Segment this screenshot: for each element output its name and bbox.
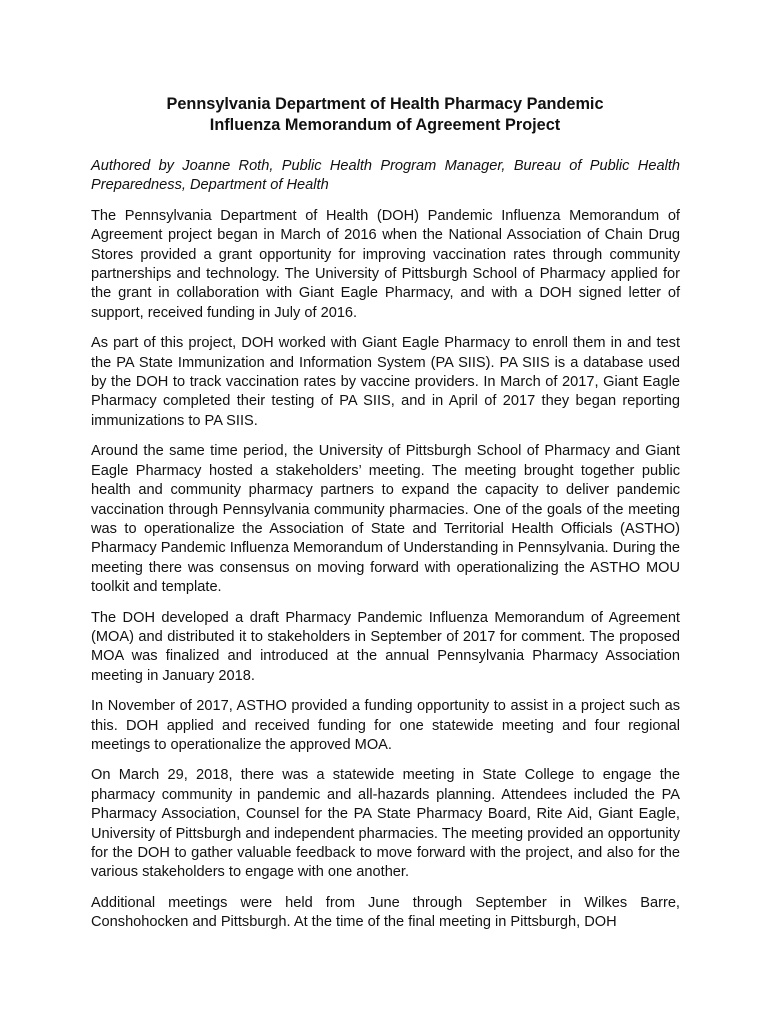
paragraph-pa-siis: As part of this project, DOH worked with Giant Eagle Pharmacy to enroll them in and test the PA State Immunization and Information System (PA SIIS). PA SIIS is a database used by the DOH to track vaccination rates by vaccine providers. In March of 2017, Giant Eagle Pharmacy completed their testing of PA SIIS, and in April of 2017 they began reporting immunizations to PA SIIS.: [91, 335, 680, 429]
document-title: [60, 94, 710, 136]
document-body: [91, 157, 680, 944]
paragraph-additional-meetings: Additional meetings were held from June through September in Wilkes Barre, Conshohocken and Pittsburgh. At the time of the final meeting in Pittsburgh, DOH: [91, 894, 680, 931]
paragraph-astho-funding: In November of 2017, ASTHO provided a funding opportunity to assist in a project such as this. DOH applied and received funding for one statewide meeting and four regional meetings to operationalize the approved MOA.: [91, 698, 680, 753]
paragraph-draft-moa: The DOH developed a draft Pharmacy Pandemic Influenza Memorandum of Agreement (MOA) and distributed it to stakeholders in September of 2017 for comment. The proposed MOA was finalized and introduced at the annual Pennsylvania Pharmacy Association meeting in January 2018.: [91, 609, 680, 684]
paragraph-stakeholders-meeting: Around the same time period, the University of Pittsburgh School of Pharmacy and Giant Eagle Pharmacy hosted a stakeholders’ meeting. The meeting brought together public health and community pharmacy partners to expand the capacity to deliver pandemic vaccination through Pennsylvania community pharmacies. One of the goals of the meeting was to operationalize the Association of State and Territorial Health Officials (ASTHO) Pharmacy Pandemic Influenza Memorandum of Understanding in Pennsylvania. During the meeting there was consensus on moving forward with operationalizing the ASTHO MOU toolkit and template.: [91, 443, 680, 596]
title-line-1: Pennsylvania Department of Health Pharmacy Pandemic: [166, 95, 604, 113]
title-line-2: Influenza Memorandum of Agreement Project: [209, 116, 561, 134]
author-line: Authored by Joanne Roth, Public Health Program Manager, Bureau of Public Health Preparedness, Department of Health: [91, 158, 680, 194]
paragraph-project-origin: The Pennsylvania Department of Health (DOH) Pandemic Influenza Memorandum of Agreement project began in March of 2016 when the National Association of Chain Drug Stores provided a grant opportunity for improving vaccination rates through community partnerships and technology. The University of Pittsburgh School of Pharmacy applied for the grant in collaboration with Giant Eagle Pharmacy, and with a DOH signed letter of support, received funding in July of 2016.: [91, 207, 680, 321]
paragraph-statewide-meeting: On March 29, 2018, there was a statewide meeting in State College to engage the pharmacy community in pandemic and all-hazards planning. Attendees included the PA Pharmacy Association, Counsel for the PA State Pharmacy Board, Rite Aid, Giant Eagle, University of Pittsburgh and independent pharmacies. The meeting provided an opportunity for the DOH to gather valuable feedback to move forward with the project, and also for the various stakeholders to engage with one another.: [91, 767, 680, 881]
